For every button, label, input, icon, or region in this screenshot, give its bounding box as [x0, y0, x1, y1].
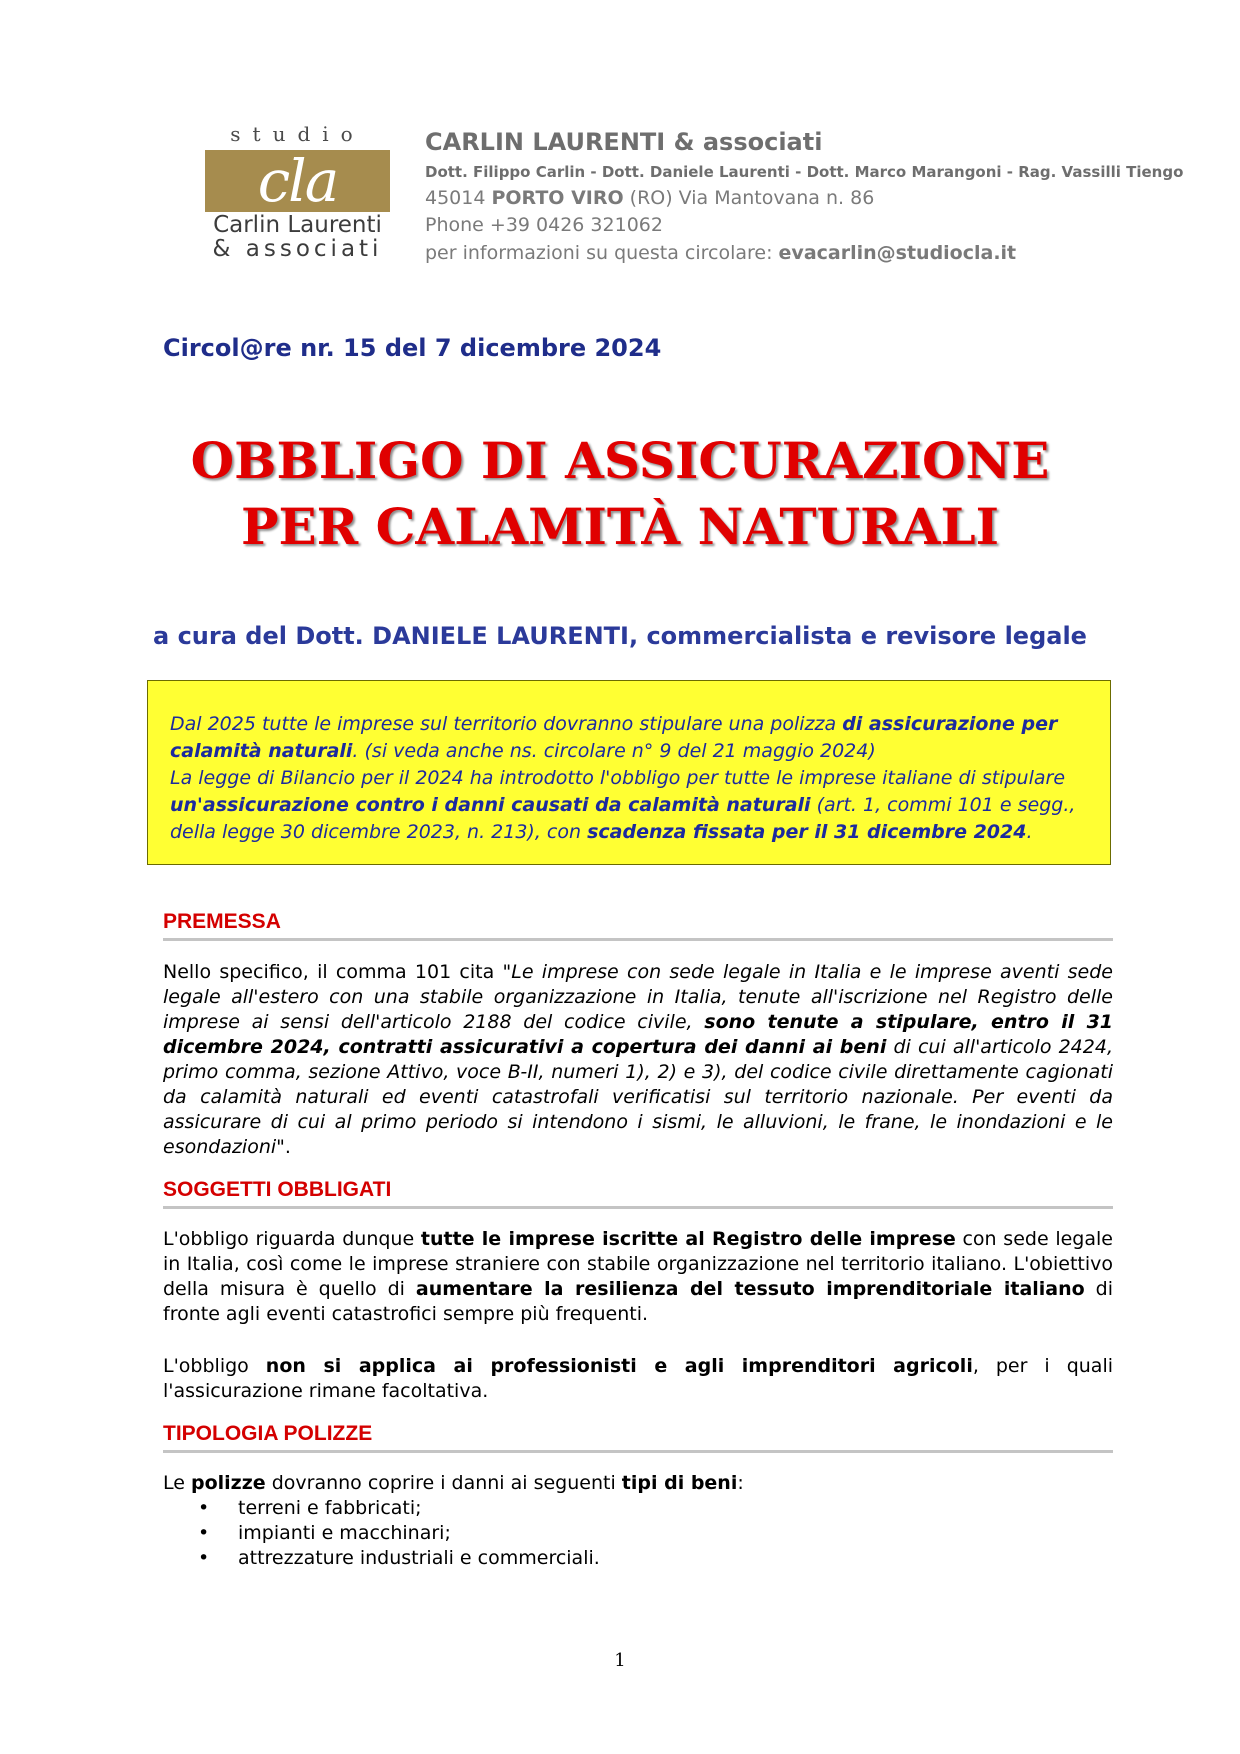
- premessa-bold: sono tenute a stipulare, entro il 31 dicembre 2024, contratti assicurativi a copertura dei danni ai beni: [163, 1011, 1114, 1058]
- firm-phone: Phone +39 0426 321062: [425, 214, 663, 236]
- address-rest: (RO) Via Mantovana n. 86: [623, 187, 875, 209]
- tipologia-bold: tipi di beni: [621, 1472, 738, 1494]
- document-title: [0, 428, 1240, 560]
- contact-info: [425, 242, 1016, 264]
- list-item: [190, 1521, 600, 1546]
- title-line-2: PER CALAMITÀ NATURALI: [240, 497, 1000, 556]
- partners-list: Dott. Filippo Carlin - Dott. Daniele Laurenti - Dott. Marco Marangoni - Rag. Vassilli Tiengo: [425, 163, 1184, 181]
- premessa-quote: di cui all'articolo 2424, primo comma, sezione Attivo, voce B-II, numeri 1), 2) e 3), del codice civile direttamente cagionati da calamità naturali ed eventi catastrofali verificatisi sul territorio nazionale. Per eventi da assicurare di cui al primo periodo si intendono i sismi, le alluvioni, le frane, le inondazioni e le esondazioni: [163, 1036, 1113, 1158]
- soggetti-paragraph-1: [163, 1227, 1113, 1327]
- premessa-paragraph: [163, 960, 1113, 1160]
- tipologia-text: :: [737, 1472, 744, 1494]
- section-heading-tipologia: TIPOLOGIA POLIZZE: [163, 1422, 373, 1445]
- firm-name: CARLIN LAURENTI & associati: [425, 128, 823, 156]
- logo-studio-text: studio: [230, 122, 365, 146]
- premessa-text: ".: [276, 1136, 291, 1158]
- soggetti-text: L'obbligo riguarda dunque: [163, 1228, 421, 1250]
- tipologia-bold: polizze: [190, 1472, 266, 1494]
- callout-bold: scadenza fissata per il 31 dicembre 2024: [587, 821, 1027, 843]
- section-heading-soggetti: SOGGETTI OBBLIGATI: [163, 1178, 392, 1201]
- bullet-icon: •: [198, 1522, 210, 1544]
- soggetti-text: L'obbligo: [163, 1355, 266, 1377]
- callout-text: . (si veda anche ns. circolare n° 9 del 21 maggio 2024): [352, 740, 876, 762]
- soggetti-bold: non si applica ai professionisti e agli imprenditori agricoli: [265, 1355, 973, 1377]
- callout-text: La legge di Bilancio per il 2024 ha introdotto l'obbligo per tutte le imprese italiane di stipulare: [170, 767, 1066, 789]
- section-divider: [163, 1206, 1113, 1209]
- premessa-quote: "Le imprese con sede legale in Italia e le imprese aventi sede legale all'estero con una stabile organizzazione in Italia, tenute all'iscrizione nel Registro delle imprese ai sensi dell'articolo 2188 del codice civile,: [163, 961, 1113, 1033]
- list-item-text: terreni e fabbricati;: [238, 1497, 422, 1519]
- soggetti-bold: tutte le imprese iscritte al Registro delle imprese: [420, 1228, 956, 1250]
- section-divider: [163, 938, 1113, 941]
- tipologia-intro: [163, 1471, 1113, 1496]
- studio-logo: [205, 122, 390, 262]
- callout-text: .: [1026, 821, 1033, 843]
- list-item-text: impianti e macchinari;: [238, 1522, 451, 1544]
- tipologia-text: dovranno coprire i danni ai seguenti: [265, 1472, 622, 1494]
- address-city: PORTO VIRO: [491, 187, 624, 209]
- page-number: 1: [614, 1650, 626, 1671]
- logo-mark: [205, 147, 390, 215]
- callout-bold: di assicurazione per calamità naturali: [170, 713, 1058, 762]
- circular-number: Circol@re nr. 15 del 7 dicembre 2024: [163, 334, 662, 362]
- bullet-icon: •: [198, 1547, 210, 1569]
- callout-text: (art. 1, commi 101 e segg., della legge 30 dicembre 2023, n. 213), con: [170, 794, 1076, 843]
- summary-callout: [147, 680, 1111, 865]
- callout-bold: un'assicurazione contro i danni causati da calamità naturali: [170, 794, 811, 816]
- author-line: a cura del Dott. DANIELE LAURENTI, commercialista e revisore legale: [153, 622, 1087, 650]
- logo-name-line2: & associati: [212, 236, 383, 262]
- contact-label: per informazioni su questa circolare:: [425, 242, 779, 264]
- callout-text: Dal 2025 tutte le imprese sul territorio dovranno stipulare una polizza: [170, 713, 843, 735]
- bullet-icon: •: [198, 1497, 210, 1519]
- soggetti-paragraph-2: [163, 1354, 1113, 1404]
- address-zip: 45014: [425, 187, 492, 209]
- logo-mark-text: cla: [257, 147, 338, 215]
- list-item: [190, 1546, 600, 1571]
- tipologia-text: Le: [163, 1472, 191, 1494]
- firm-address: [425, 187, 874, 209]
- list-item-text: attrezzature industriali e commerciali.: [238, 1547, 600, 1569]
- contact-email[interactable]: evacarlin@studiocla.it: [778, 242, 1017, 264]
- logo-name-line1: Carlin Laurenti: [213, 212, 382, 238]
- title-line-1: OBBLIGO DI ASSICURAZIONE: [190, 431, 1050, 490]
- soggetti-text: , per i quali l'assicurazione rimane facoltativa.: [163, 1355, 1114, 1402]
- premessa-text: Nello specifico, il comma 101 cita: [163, 961, 503, 983]
- list-item: [190, 1496, 600, 1521]
- asset-type-list: [190, 1496, 600, 1571]
- soggetti-bold: aumentare la resilienza del tessuto imprenditoriale italiano: [415, 1278, 1085, 1300]
- soggetti-text: con sede legale in Italia, così come le imprese straniere con stabile organizzazione nel territorio italiano. L'obiettivo della misura è quello di: [163, 1228, 1113, 1300]
- soggetti-text: di fronte agli eventi catastrofici sempre più frequenti.: [163, 1278, 1113, 1325]
- section-divider: [163, 1450, 1113, 1453]
- section-heading-premessa: PREMESSA: [163, 910, 281, 933]
